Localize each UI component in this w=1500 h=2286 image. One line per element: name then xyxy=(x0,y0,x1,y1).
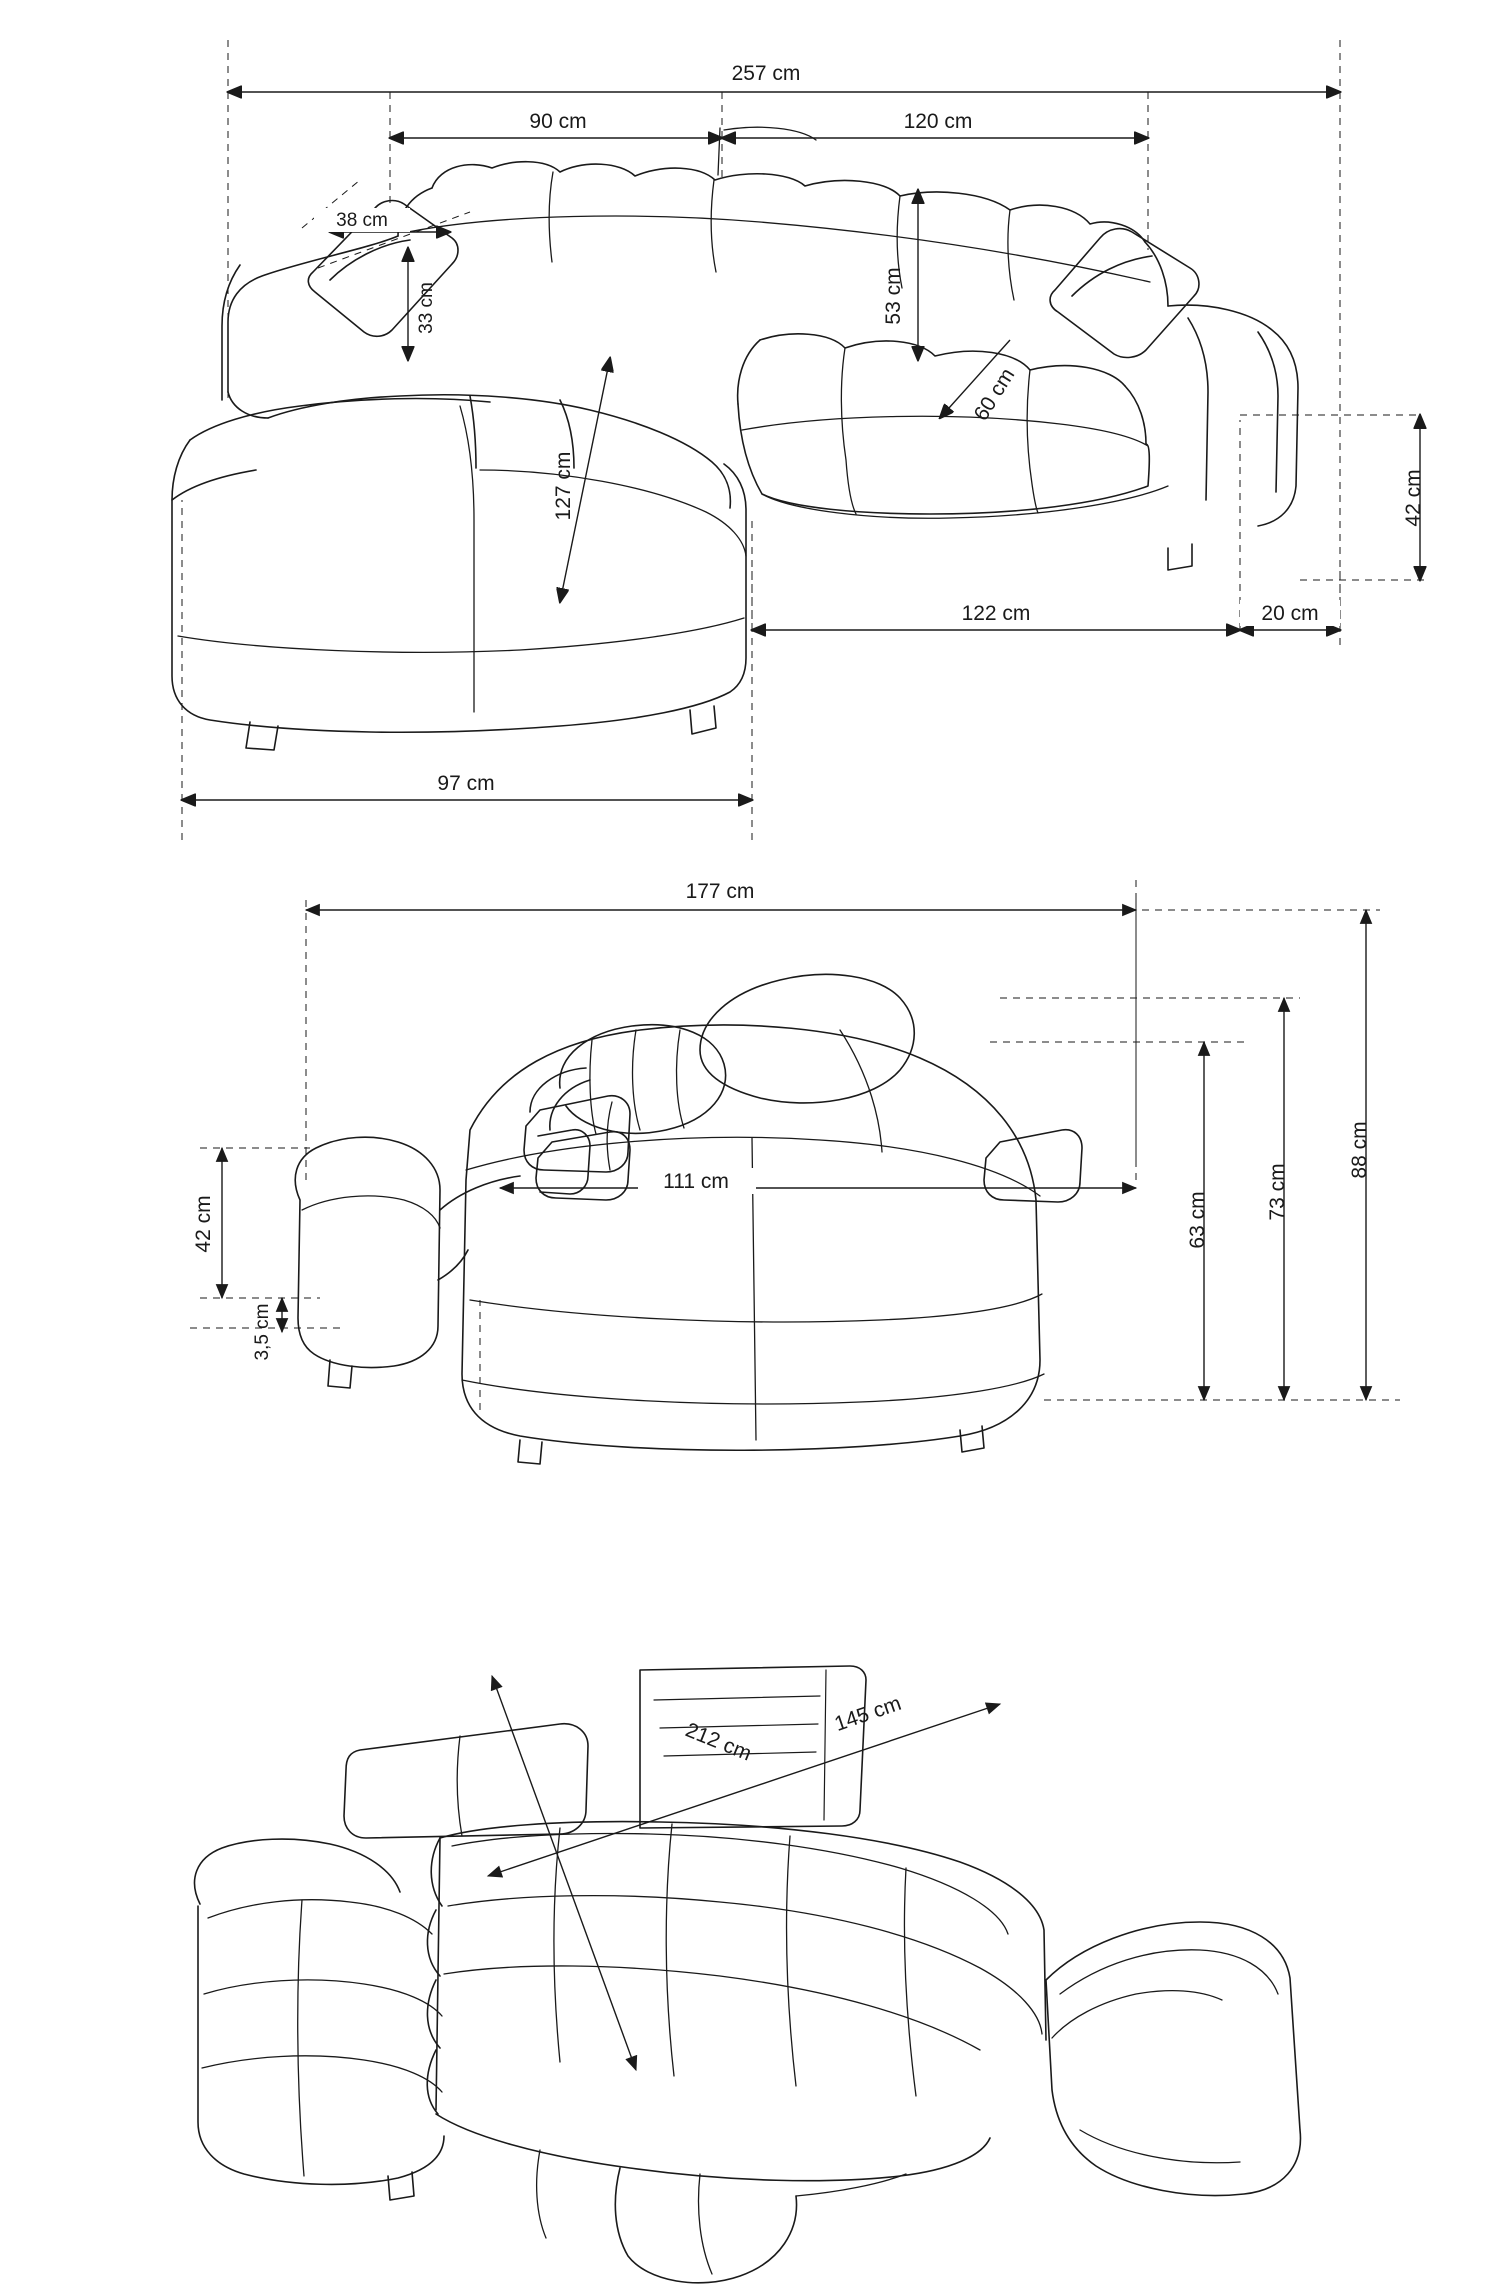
chaise-seat xyxy=(268,395,730,508)
chaise-base xyxy=(172,399,746,733)
dim-seat-depth: 60 cm xyxy=(969,364,1020,425)
dim-backrest-mid: 73 cm xyxy=(1266,1163,1289,1221)
right-armrest xyxy=(1168,305,1298,526)
front-view-labels xyxy=(314,60,1425,796)
bed-unfolded-perspective-view xyxy=(0,1570,1500,2286)
dimension-lines xyxy=(182,92,1420,800)
sofa-legs xyxy=(246,544,1192,750)
sofa-backrest-outline xyxy=(398,162,1168,306)
dim-leg-height: 3,5 cm xyxy=(252,1303,273,1361)
bed-right-arm xyxy=(1046,1922,1300,2196)
dim-side-seat-height: 42 cm xyxy=(192,1195,215,1253)
side-perspective-view xyxy=(0,880,1500,1570)
backrest-seams xyxy=(408,127,1150,300)
seat-cushions-right xyxy=(738,334,1150,514)
right-throw-pillow xyxy=(1050,229,1199,358)
front-perspective-view xyxy=(0,0,1500,880)
left-armrest xyxy=(222,236,398,418)
side-extension-lines xyxy=(190,880,1400,1410)
side-cushions xyxy=(524,974,1082,1202)
dim-total-height: 88 cm xyxy=(1348,1121,1371,1179)
dim-seat-top: 63 cm xyxy=(1186,1191,1209,1249)
dim-arm-overhang: 20 cm xyxy=(1261,602,1319,625)
side-left-arm xyxy=(438,1176,520,1280)
side-view-labels xyxy=(192,880,1371,1361)
extension-lines xyxy=(182,40,1430,840)
dim-main-width: 122 cm xyxy=(961,602,1031,625)
side-seat-blocks xyxy=(462,1374,1044,1404)
dim-chaise-depth: 127 cm xyxy=(552,451,575,521)
bed-dimension-lines xyxy=(488,1676,1000,2070)
dim-total-width: 257 cm xyxy=(731,62,801,85)
dim-right-section: 120 cm xyxy=(903,110,973,133)
dim-left-section: 90 cm xyxy=(529,110,587,133)
bed-back-cushions xyxy=(344,1724,588,1838)
side-dimension-lines xyxy=(222,910,1366,1400)
dim-seat-height: 42 cm xyxy=(1402,469,1425,527)
dim-bed-length: 212 cm xyxy=(682,1718,755,1766)
dim-pillow-width: 38 cm xyxy=(336,210,388,231)
side-chaise xyxy=(295,1137,440,1388)
dim-inner-depth: 111 cm xyxy=(663,1170,729,1193)
sofa-back-shell xyxy=(462,1025,1042,1450)
dim-back-height: 53 cm xyxy=(882,267,905,325)
bed-left-chaise xyxy=(195,1839,444,2200)
dim-bed-width: 145 cm xyxy=(831,1691,905,1736)
dim-pillow-height: 33 cm xyxy=(416,282,437,334)
bed-front-section xyxy=(436,2114,990,2283)
dim-depth: 177 cm xyxy=(685,880,755,903)
dim-chaise-width: 97 cm xyxy=(437,772,495,795)
